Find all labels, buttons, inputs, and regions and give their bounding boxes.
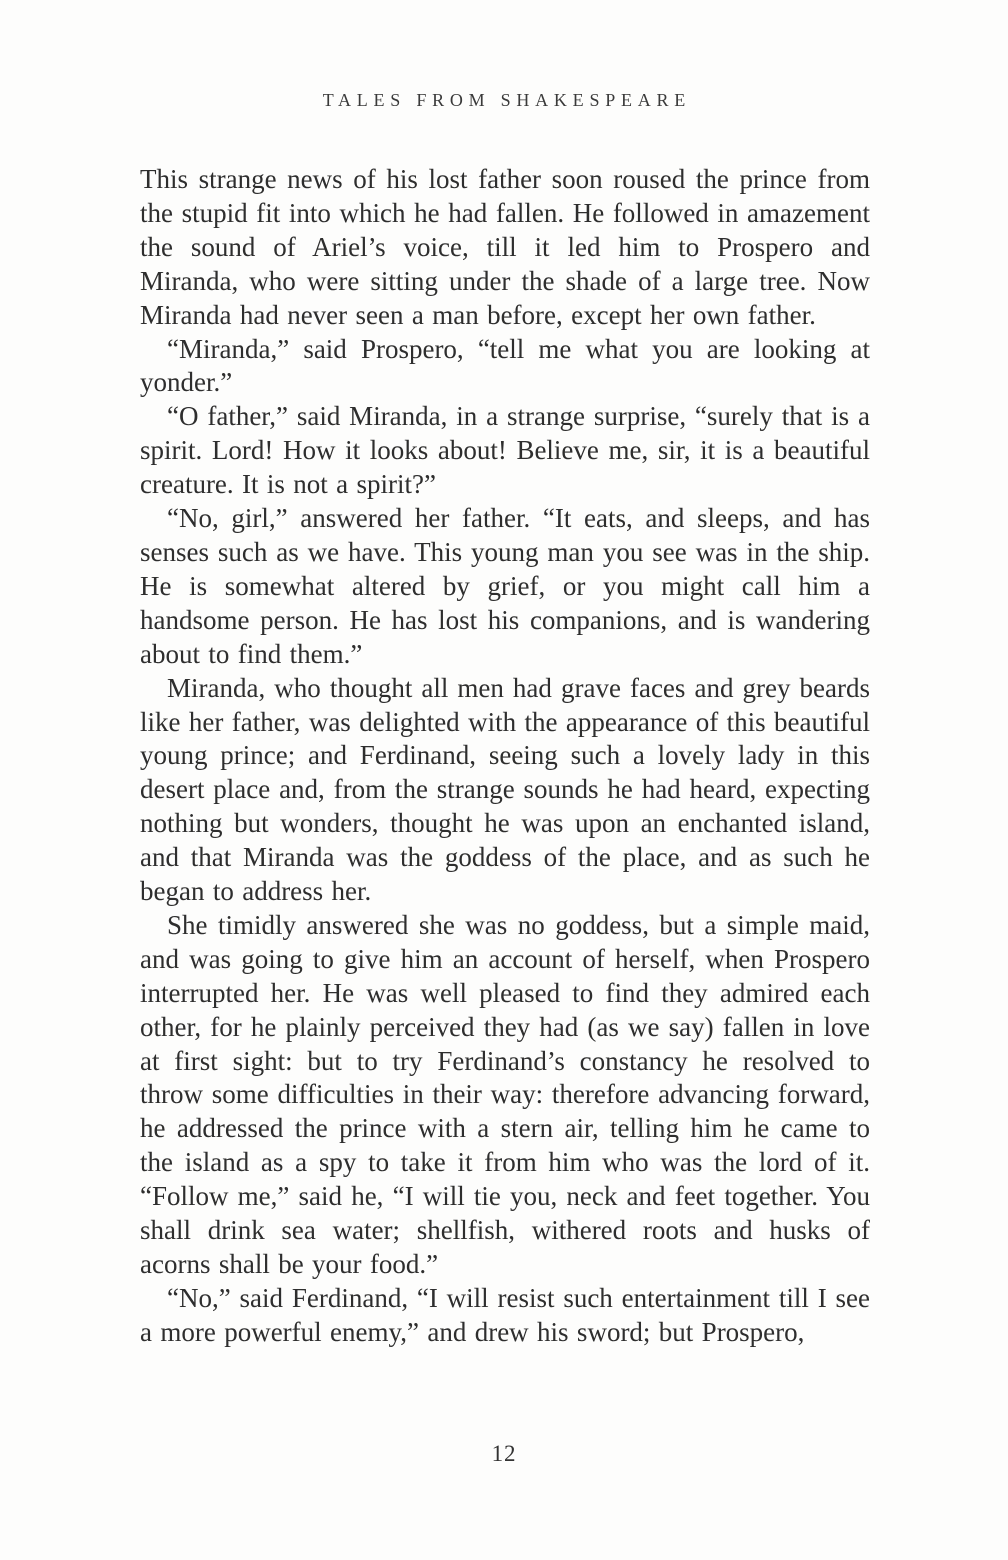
paragraph-1: This strange news of his lost father soon roused the prince from the stupid fit into which he had fallen. He followed in amazement the sound of Ariel’s voice, till it led him to Prospero and Miranda, who were sitting under the shade of a large tree. Now Miranda had never seen a man before, except her own father. — [140, 164, 870, 330]
paragraph-4: “No, girl,” answered her father. “It eats, and sleeps, and has senses such as we have. This young man you see was in the ship. He is somewhat altered by grief, or you might call him a handsome person. He has lost his companions, and is wandering about to find them.” — [140, 503, 870, 669]
running-header: TALES FROM SHAKESPEARE — [322, 90, 692, 110]
paragraph-6: She timidly answered she was no goddess, but a simple maid, and was going to give him an account of herself, when Prospero interrupted her. He was well pleased to find they admired each other, for he plainly perceived they had (as we say) fallen in love at first sight: but to try Ferdinand’s constancy he resolved to throw some difficulties in their way: therefore advancing forward, he addressed the prince with a stern air, telling him he came to the island as a spy to take it from him who was the lord of it. “Follow me,” said he, “I will tie you, neck and feet together. You shall drink sea water; shellfish, withered roots and husks of acorns shall be your food.” — [140, 909, 870, 1279]
page-number: 12 — [491, 1441, 517, 1466]
paragraph-2: “Miranda,” said Prospero, “tell me what you are looking at yonder.” — [140, 333, 870, 398]
paragraph-7: “No,” said Ferdinand, “I will resist such entertainment till I see a more powerful enemy,” and drew his sword; but Prospero, — [140, 1282, 870, 1347]
body-text — [140, 163, 870, 1350]
paragraph-3: “O father,” said Miranda, in a strange surprise, “surely that is a spirit. Lord! How it looks about! Believe me, sir, it is a beautiful creature. It is not a spirit?” — [140, 401, 870, 500]
paragraph-5: Miranda, who thought all men had grave faces and grey beards like her father, was delighted with the appearance of this beautiful young prince; and Ferdinand, seeing such a lovely lady in this desert place and, from the strange sounds he had heard, expecting nothing but wonders, thought he was upon an enchanted island, and that Miranda was the goddess of the place, and as such he began to address her. — [140, 672, 870, 907]
